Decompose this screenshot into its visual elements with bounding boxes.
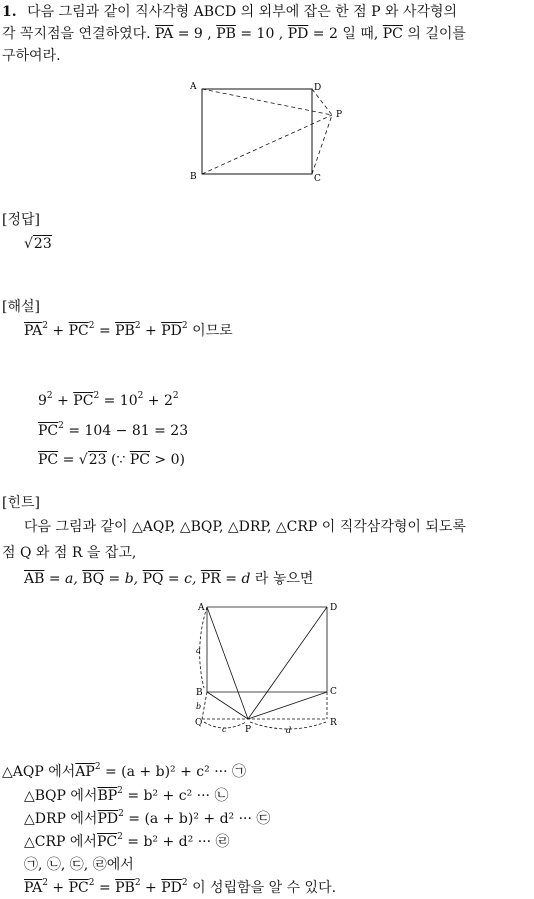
length-c: c bbox=[222, 725, 227, 734]
label-b: B bbox=[190, 172, 197, 182]
segment-dp bbox=[248, 607, 327, 719]
label-d: D bbox=[330, 603, 338, 613]
derivation-line-1: △AQP 에서$\overline{AP}^2 = (a + b)^2 + c^2$ ··· ㉠ bbox=[2, 762, 246, 780]
derivation-line-4: △CRP 에서$\overline{PC}^2 = b^2 + d^2$ ··· ㉣ bbox=[24, 832, 230, 850]
problem-line-1: 1. 다음 그림과 같이 직사각형 ABCD 의 외부에 잡은 한 점 P 와 사각형의 bbox=[2, 4, 458, 20]
derivation-line-6: $\overline{PA}^2 + \overline{PC}^2 = \overline{PB}^2 + \overline{PD}^2$ 이 성립함을 알 수 있다. bbox=[24, 878, 337, 896]
solution-eq-3: $\overline{PC} = √23$ (∵ $\overline{PC} > 0$) bbox=[38, 452, 185, 468]
segment-cp bbox=[312, 115, 332, 174]
solution-main-equation: $\overline{PA}^2 + \overline{PC}^2 = \overline{PB}^2 + \overline{PD}^2$ 이므로 bbox=[24, 321, 233, 339]
solution-heading: [해설] bbox=[2, 299, 40, 315]
segment-bq bbox=[202, 692, 207, 719]
answer-value: √23 bbox=[24, 236, 52, 252]
derivation-line-5: ㉠, ㉡, ㉢, ㉣에서 bbox=[24, 857, 134, 873]
label-q: Q bbox=[195, 718, 203, 728]
length-d: d bbox=[286, 726, 292, 735]
derivation-line-3: △DRP 에서$\overline{PD}^2 = (a + b)^2 + d^2$ ··· ㉢ bbox=[24, 809, 271, 827]
label-p: P bbox=[336, 110, 343, 120]
label-c: C bbox=[330, 687, 337, 697]
length-a: a bbox=[196, 646, 201, 655]
label-p: P bbox=[245, 725, 252, 735]
hint-heading: [힌트] bbox=[2, 495, 40, 511]
problem-line-2: 각 꼭지점을 연결하였다. $\overline{PA} = 9$ , $\overline{PB} = 10$ , $\overline{PD} = 2$ 일 때, $\overline{PC}$ 의 길이를 bbox=[2, 26, 466, 42]
problem-line-3: 구하여라. bbox=[2, 48, 61, 64]
segment-bp bbox=[207, 692, 248, 719]
length-b: b bbox=[196, 702, 202, 711]
label-d: D bbox=[314, 83, 322, 93]
rectangle-abcd bbox=[202, 89, 312, 174]
label-b: B bbox=[196, 688, 203, 698]
hint-line-2: 점 Q 와 점 R 을 잡고, bbox=[2, 545, 137, 561]
derivation-line-2: △BQP 에서$\overline{BP}^2 = b^2 + c^2$ ··· ㉡ bbox=[24, 786, 229, 804]
segment-cp bbox=[248, 692, 327, 719]
solution-eq-2: $\overline{PC}^2 = 104 - 81 = 23$ bbox=[38, 421, 189, 439]
hint-line-1: 다음 그림과 같이 △AQP, △BQP, △DRP, △CRP 이 직각삼각형이 되도록 bbox=[24, 519, 466, 535]
solution-eq-1: $9^2 + \overline{PC}^2 = 10^2 + 2^2$ bbox=[38, 391, 179, 409]
label-r: R bbox=[330, 718, 337, 728]
answer-heading: [정답] bbox=[2, 212, 40, 228]
label-a: A bbox=[190, 82, 197, 92]
problem-number: 1. bbox=[2, 4, 17, 20]
hint-definitions: $\overline{AB} = a$, $\overline{BQ} = b$, $\overline{PQ} = c$, $\overline{PR} = d$ 라 놓으면 bbox=[24, 571, 314, 587]
label-a: A bbox=[198, 603, 205, 613]
segment-ap bbox=[207, 607, 248, 719]
label-c: C bbox=[314, 174, 321, 184]
figure-rectangle-abcd bbox=[185, 78, 355, 184]
figure-hint-diagram bbox=[190, 598, 350, 738]
